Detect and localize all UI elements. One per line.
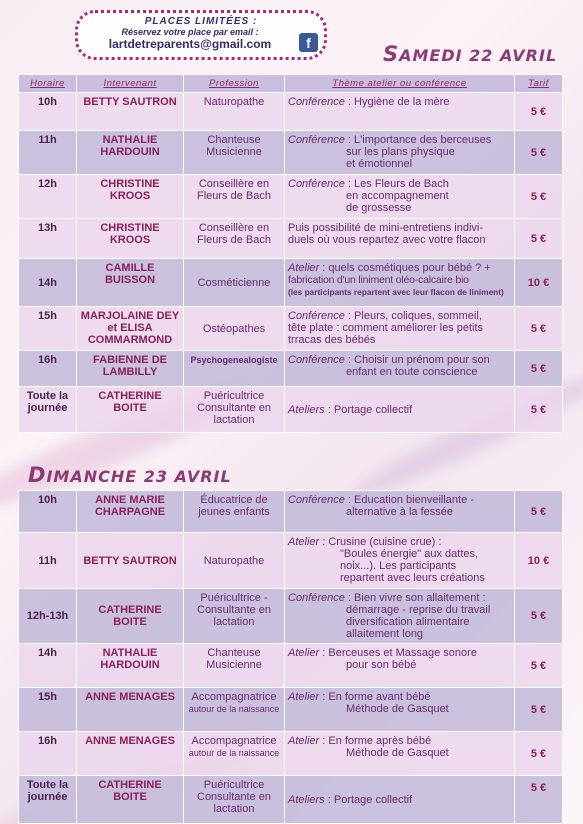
table-row: [19, 387, 563, 433]
profession-detail: autour de la naissance: [188, 748, 280, 758]
row-topic: Atelier : En forme après bébé Méthode de Gasquet: [285, 732, 515, 776]
row-speaker: NATHALIE HARDOUIN: [77, 644, 184, 688]
row-topic: Atelier : Crusine (cuisine crue) : "Boules énergie" aux dattes, noix...). Les participants repartent avec leurs créations: [285, 533, 515, 589]
saturday-schedule-table: [18, 74, 563, 433]
row-hour: 13h: [19, 219, 77, 259]
row-price: 5 €: [515, 219, 563, 259]
topic-text: Education bienveillante -: [354, 494, 474, 506]
topic-text: fabrication d'un liniment oléo-calcaire bio: [288, 274, 469, 286]
row-profession: Éducatrice de jeunes enfants: [184, 491, 285, 533]
table-row: [19, 219, 563, 259]
row-price: 5 €: [515, 776, 563, 824]
topic-kind: Conférence: [288, 178, 345, 190]
topic-kind: Conférence: [288, 96, 345, 108]
topic-text: duels où vous repartez avec votre flacon: [288, 234, 486, 246]
topic-text: En forme après bébé: [328, 735, 432, 747]
row-speaker: ANNE MENAGES: [77, 688, 184, 732]
table-row: [19, 491, 563, 533]
topic-kind: Conférence: [288, 134, 345, 146]
row-profession: Puéricultrice Consultante en lactation: [184, 776, 285, 824]
topic-text: quels cosmétiques pour bébé ? +: [328, 262, 491, 274]
header-profession: Profession: [184, 75, 285, 93]
row-speaker: NATHALIE HARDOUIN: [77, 131, 184, 175]
row-hour: 11h: [19, 533, 77, 589]
row-profession: Chanteuse Musicienne: [184, 131, 285, 175]
row-price: 5 €: [515, 491, 563, 533]
saturday-title: SAMEDI 22 AVRIL: [383, 42, 558, 66]
row-price: 5 €: [515, 688, 563, 732]
row-profession: Naturopathe: [184, 93, 285, 131]
topic-text: allaitement long: [346, 628, 424, 640]
topic-kind: Conférence: [288, 494, 345, 506]
header-theme: Thème atelier ou conférence: [285, 75, 515, 93]
row-speaker: CAMILLE BUISSON: [77, 259, 184, 307]
row-speaker: CATHERINE BOITE: [77, 589, 184, 644]
row-hour: 15h: [19, 307, 77, 351]
profession-label: Accompagnatrice: [191, 691, 277, 703]
row-topic: Conférence : Les Fleurs de Bach en accompagnement de grossesse: [285, 175, 515, 219]
topic-text: en accompagnement: [346, 190, 449, 202]
row-profession: Puéricultrice - Consultante en lactation: [184, 589, 285, 644]
row-price: 5 €: [515, 93, 563, 131]
row-hour: 14h: [19, 259, 77, 307]
row-speaker: FABIENNE DE LAMBILLY: [77, 351, 184, 387]
table-row: [19, 175, 563, 219]
topic-kind: Atelier: [288, 691, 320, 703]
row-topic: Conférence : Bien vivre son allaitement : démarrage - reprise du travail diversification alimentaire allaitement long: [285, 589, 515, 644]
topic-text: Berceuses et Massage sonore: [328, 647, 477, 659]
topic-text: Portage collectif: [333, 793, 413, 806]
topic-text: Choisir un prénom pour son: [354, 354, 490, 366]
promo-title: PLACES LIMITÉES :: [144, 16, 258, 27]
table-row: [19, 533, 563, 589]
row-profession: Conseillère en Fleurs de Bach: [184, 175, 285, 219]
topic-kind: Atelier: [288, 647, 320, 659]
facebook-icon[interactable]: f: [299, 33, 318, 52]
topic-text: repartent avec leurs créations: [340, 572, 485, 584]
topic-kind: Ateliers: [288, 793, 325, 806]
topic-text: Hygiène de la mère: [354, 96, 450, 108]
places-limitees-box: [75, 10, 327, 60]
row-price: 10 €: [515, 259, 563, 307]
table-row: [19, 131, 563, 175]
topic-text: Méthode de Gasquet: [346, 747, 449, 759]
row-topic: [285, 219, 515, 259]
row-profession: Puéricultrice Consultante en lactation: [184, 387, 285, 433]
topic-text: Les Fleurs de Bach: [354, 178, 449, 190]
table-header-row: [19, 75, 563, 93]
row-topic: Conférence : Hygiène de la mère: [285, 93, 515, 131]
row-price: 5 €: [515, 131, 563, 175]
row-price: 5 €: [515, 644, 563, 688]
row-topic: Atelier : En forme avant bébé Méthode de Gasquet: [285, 688, 515, 732]
row-hour: 14h: [19, 644, 77, 688]
row-profession: Conseillère en Fleurs de Bach: [184, 219, 285, 259]
row-topic: Atelier : Berceuses et Massage sonore pour son bébé: [285, 644, 515, 688]
promo-email[interactable]: lartdetreparents@gmail.com: [108, 37, 272, 51]
row-topic: Ateliers : Portage collectif: [285, 776, 515, 824]
topic-kind: Atelier: [288, 536, 320, 548]
header-intervenant: Intervenant: [77, 75, 184, 93]
row-profession: Cosméticienne: [184, 259, 285, 307]
row-speaker: CATHERINE BOITE: [77, 387, 184, 433]
row-speaker: CATHERINE BOITE: [77, 776, 184, 824]
topic-kind: Atelier: [288, 262, 320, 274]
row-hour: 15h: [19, 688, 77, 732]
topic-kind: Conférence: [288, 310, 345, 322]
row-price: 5 €: [515, 387, 563, 433]
row-profession: [184, 688, 285, 732]
topic-text: sur les plans physique: [346, 146, 455, 158]
topic-text: "Boules énergie" aux dattes,: [340, 548, 479, 560]
topic-text: Pleurs, coliques, sommeil,: [354, 310, 482, 322]
sunday-title: DIMANCHE 23 AVRIL: [28, 463, 232, 487]
table-row: [19, 589, 563, 644]
row-profession: Naturopathe: [184, 533, 285, 589]
topic-text: et émotionnel: [346, 158, 413, 170]
sunday-schedule-table: [18, 490, 563, 824]
row-price: 5 €: [515, 351, 563, 387]
row-topic: Atelier : quels cosmétiques pour bébé ? + fabrication d'un liniment oléo-calcaire bio (les participants repartent avec leur flacon de liniment): [285, 259, 515, 307]
table-row: [19, 776, 563, 824]
topic-kind: Ateliers: [288, 403, 325, 416]
row-hour: 12h: [19, 175, 77, 219]
row-price: 10 €: [515, 533, 563, 589]
table-row: [19, 259, 563, 307]
topic-text: Méthode de Gasquet: [346, 703, 449, 715]
row-topic: Conférence : Education bienveillante - alternative à la fessée: [285, 491, 515, 533]
table-row: [19, 351, 563, 387]
header-tarif: Tarif: [515, 75, 563, 93]
topic-text: enfant en toute conscience: [346, 366, 478, 378]
topic-text: pour son bébé: [346, 659, 417, 671]
topic-text: Puis possibilité de mini-entretiens indivi-: [288, 222, 484, 234]
row-price: 5 €: [515, 589, 563, 644]
topic-text: noix...). Les participants: [340, 560, 457, 572]
row-price: 5 €: [515, 732, 563, 776]
promo-subtitle: Réservez votre place par email :: [121, 27, 259, 37]
row-speaker: ANNE MENAGES: [77, 732, 184, 776]
row-profession: [184, 732, 285, 776]
topic-kind: Atelier: [288, 735, 320, 747]
row-topic: Conférence : Choisir un prénom pour son enfant en toute conscience: [285, 351, 515, 387]
row-topic: Ateliers : Portage collectif: [285, 387, 515, 433]
row-hour: 12h-13h: [19, 589, 77, 644]
row-speaker: MARJOLAINE DEY et ELISA COMMARMOND: [77, 307, 184, 351]
row-price: 5 €: [515, 175, 563, 219]
row-hour: 10h: [19, 93, 77, 131]
row-hour: 16h: [19, 351, 77, 387]
row-speaker: BETTY SAUTRON: [77, 93, 184, 131]
row-speaker: CHRISTINE KROOS: [77, 175, 184, 219]
topic-kind: Conférence: [288, 592, 345, 604]
row-topic: Conférence : L'importance des berceuses sur les plans physique et émotionnel: [285, 131, 515, 175]
topic-kind: Conférence: [288, 354, 345, 366]
row-profession: Ostéopathes: [184, 307, 285, 351]
row-price: 5 €: [515, 307, 563, 351]
table-row: [19, 688, 563, 732]
row-profession: Chanteuse Musicienne: [184, 644, 285, 688]
topic-text: démarrage - reprise du travail: [346, 604, 491, 616]
topic-text: Portage collectif: [333, 403, 413, 416]
topic-note: (les participants repartent avec leur flacon de liniment): [288, 287, 504, 297]
topic-text: L'importance des berceuses: [354, 134, 492, 146]
table-row: [19, 732, 563, 776]
table-row: [19, 93, 563, 131]
row-hour: 10h: [19, 491, 77, 533]
profession-detail: autour de la naissance: [188, 704, 280, 714]
row-speaker: CHRISTINE KROOS: [77, 219, 184, 259]
row-topic: Conférence : Pleurs, coliques, sommeil, tête plate : comment améliorer les petits trracas des bébés: [285, 307, 515, 351]
row-speaker: ANNE MARIE CHARPAGNE: [77, 491, 184, 533]
header-horaire: Horaire: [19, 75, 77, 93]
topic-text: diversification alimentaire: [346, 616, 470, 628]
row-hour: 11h: [19, 131, 77, 175]
topic-text: trracas des bébés: [288, 334, 376, 346]
topic-text: alternative à la fessée: [346, 506, 454, 518]
profession-label: Accompagnatrice: [191, 735, 277, 747]
topic-text: tête plate : comment améliorer les petits: [288, 322, 484, 334]
topic-text: Bien vivre son allaitement :: [354, 592, 486, 604]
row-speaker: BETTY SAUTRON: [77, 533, 184, 589]
topic-text: Crusine (cuisine crue) :: [328, 536, 442, 548]
table-row: [19, 307, 563, 351]
topic-text: En forme avant bébé: [328, 691, 431, 703]
table-row: [19, 644, 563, 688]
row-hour: Toute la journée: [19, 387, 77, 433]
row-hour: Toute la journée: [19, 776, 77, 824]
topic-text: de grossesse: [346, 202, 412, 214]
row-hour: 16h: [19, 732, 77, 776]
row-profession: Psychogenealogiste: [184, 351, 285, 387]
